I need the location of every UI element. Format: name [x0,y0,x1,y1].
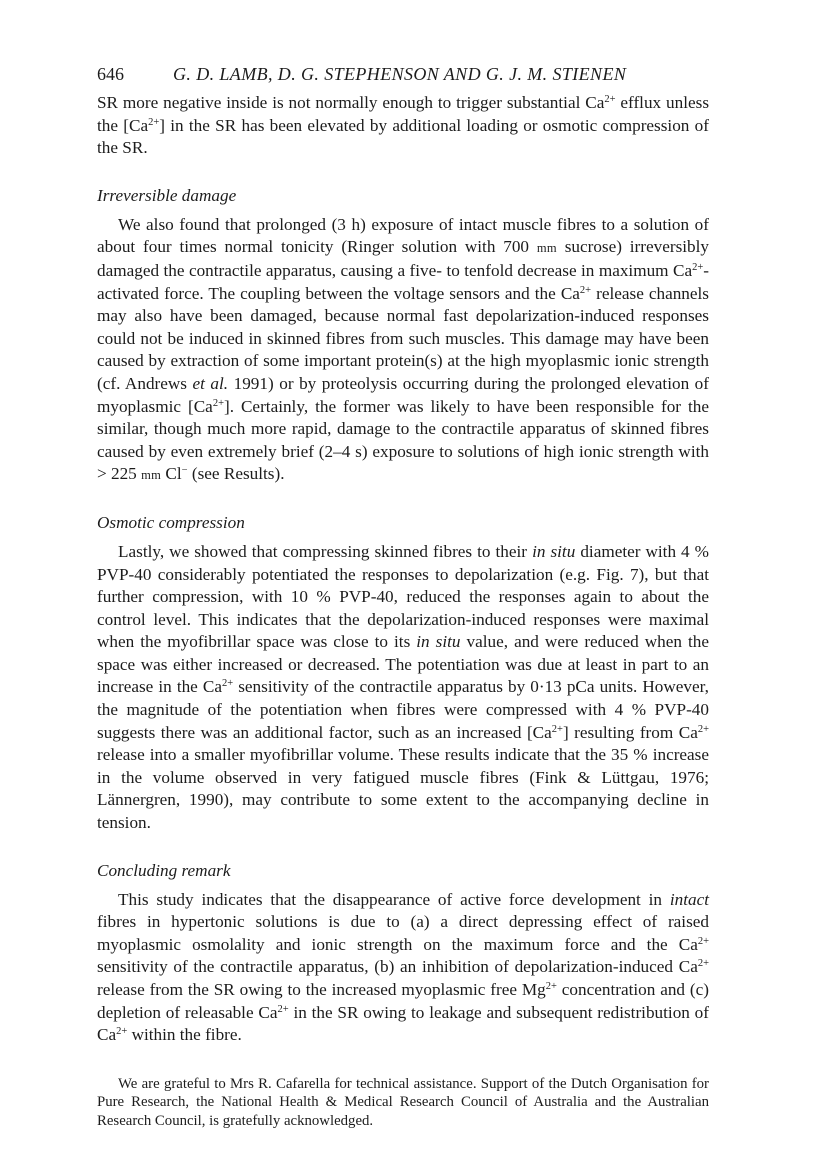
acknowledgement: We are grateful to Mrs R. Cafarella for technical assistance. Support of the Dutch Organisation for Pure Research, the National Health & Medical Research Council of Australia and the Australian Research Council, is gratefully acknowledged. [97,1075,709,1129]
section-heading-osmotic-compression: Osmotic compression [97,512,245,532]
paragraph-osmotic-compression: Lastly, we showed that compressing skinned fibres to their in situ diameter with 4 % PVP-40 considerably potentiated the responses to depolarization (e.g. Fig. 7), but that further compression, with 10 % PVP-40, reduced the responses again to about the control level. This indicates that the depolarization-induced responses were maximal when the myofibrillar space was close to its in situ value, and were reduced when the space was either increased or decreased. The potentiation was due at least in part to an increase in the $Ca^{2+}$ sensitivity of the contractile apparatus by 0·13 pCa units. However, the magnitude of the potentiation when fibres were compressed with 4 % PVP-40 suggests there was an additional factor, such as an increased $[Ca^{2+}]$ resulting from $Ca^{2+}$ release into a smaller myofibrillar volume. These results indicate that the 35 % increase in the volume observed in very fatigued muscle fibres (Fink & Lüttgau, 1976; Lännergren, 1990), may contribute to some extent to the accompanying decline in tension. [97,541,710,833]
paragraph-irreversible-damage: We also found that prolonged (3 h) exposure of intact muscle fibres to a solution of about four times normal tonicity (Ringer solution with 700 mm sucrose) irreversibly damaged the contractile apparatus, causing a five- to tenfold decrease in maximum $Ca^{2+}$-activated force. The coupling between the voltage sensors and the $Ca^{2+}$ release channels may also have been damaged, because normal fast depolarization-induced responses could not be induced in skinned fibres from such muscles. This damage may have been caused by extraction of some important protein(s) at the high myoplasmic ionic strength (cf. Andrews et al. 1991) or by proteolysis occurring during the prolonged elevation of myoplasmic $[Ca^{2+}]$. Certainly, the former was likely to have been responsible for the similar, though much more rapid, damage to the contractile apparatus of skinned fibres caused by even extremely brief (2–4 s) exposure to solutions of high ionic strength with > 225 mm Cl− (see Results). [97,214,710,484]
page-number: 646 [97,64,124,84]
paragraph-concluding-remark: This study indicates that the disappearance of active force development in intact fibres in hypertonic solutions is due to (a) a direct depressing effect of raised myoplasmic osmolality and ionic strength on the maximum force and the $Ca^{2+}$ sensitivity of the contractile apparatus, (b) an inhibition of depolarization-induced $Ca^{2+}$ release from the SR owing to the increased myoplasmic free $Mg^{2+}$ concentration and (c) depletion of releasable $Ca^{2+}$ in the SR owing to leakage and subsequent redistribution of $Ca^{2+}$ within the fibre. [97,889,709,1045]
running-header [97,62,709,86]
section-heading-concluding-remark: Concluding remark [97,860,231,880]
paragraph-continuation: SR more negative inside is not normally enough to trigger substantial $Ca^{2+}$ efflux unless the $[Ca^{2+}]$ in the SR has been elevated by additional loading or osmotic compression of the SR. [97,93,710,158]
running-head-authors: G. D. LAMB, D. G. STEPHENSON AND G. J. M. STIENEN [173,64,627,84]
section-heading-irreversible-damage: Irreversible damage [97,185,237,205]
journal-page [97,62,709,1131]
